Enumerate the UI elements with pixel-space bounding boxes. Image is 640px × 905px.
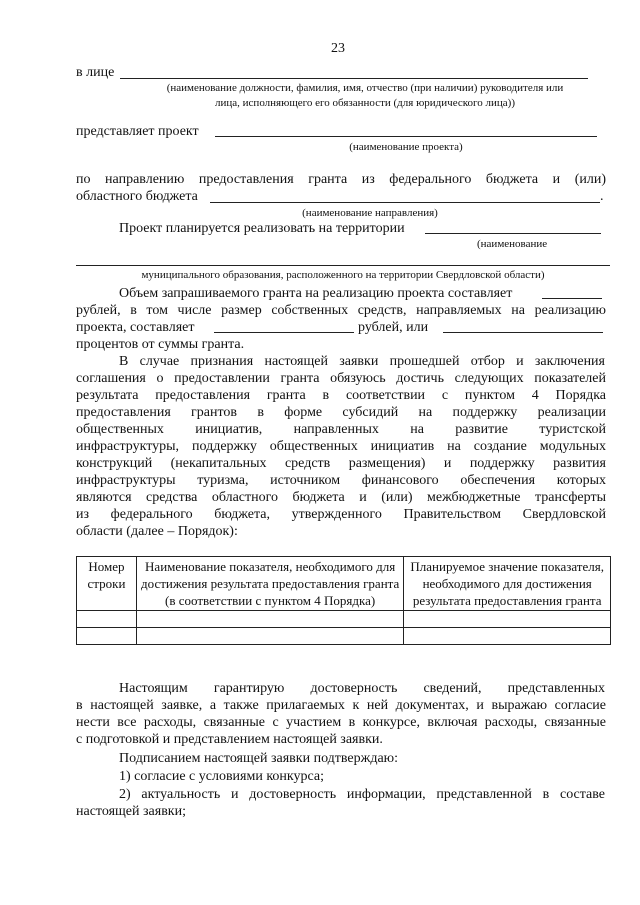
direction-line-1: по направлению предоставления гранта из федерального бюджета и (или) — [76, 172, 606, 187]
percent-fill[interactable] — [443, 332, 603, 333]
table-row — [77, 628, 611, 645]
territory-caption-1: (наименование — [477, 238, 548, 250]
direction-line-2: областного бюджета — [76, 189, 198, 204]
commitment-line: инфраструктуры туризма, источником финансового обеспечения которых — [76, 473, 606, 488]
grant-line-3a: проекта, составляет — [76, 320, 195, 335]
header-row-number: Номер строки — [77, 557, 137, 611]
project-fill-line[interactable] — [215, 136, 597, 137]
direction-end: . — [600, 189, 604, 204]
face-caption-2: лица, исполняющего его обязанности (для юридического лица)) — [215, 97, 515, 109]
commitment-line: конструкций (некапитальных средств размещения) и поддержку развития — [76, 456, 606, 471]
commitment-line: В случае признания настоящей заявки прошедшей отбор и заключения — [119, 354, 605, 369]
page-number: 23 — [331, 41, 345, 56]
table-row — [77, 611, 611, 628]
face-caption-1: (наименование должности, фамилия, имя, отчество (при наличии) руководителя или — [166, 82, 564, 94]
direction-caption: (наименование направления) — [302, 207, 438, 219]
grant-line-4: процентов от суммы гранта. — [76, 337, 245, 352]
grant-line-1: Объем запрашиваемого гранта на реализацию проекта составляет — [119, 286, 513, 301]
territory-fill-line-2[interactable] — [76, 265, 610, 266]
confirm-item-2-line-2: настоящей заявки; — [76, 804, 186, 819]
confirm-item-2-line-1: 2) актуальность и достоверность информации, представленной в составе — [119, 787, 605, 802]
project-label: представляет проект — [76, 124, 199, 139]
commitment-line: общественных инициатив, направленных на развитие туристской — [76, 422, 606, 437]
header-planned-value: Планируемое значение показателя, необходимого для достижения результата предоставления гранта — [404, 557, 611, 611]
commitment-line: являются средства областного бюджета и (или) межбюджетные трансферты — [76, 490, 606, 505]
grant-amount-fill[interactable] — [542, 298, 602, 299]
guarantee-line: Настоящим гарантирую достоверность сведений, представленных — [119, 681, 605, 696]
confirm-intro: Подписанием настоящей заявки подтверждаю: — [119, 751, 399, 766]
project-caption: (наименование проекта) — [349, 141, 463, 153]
commitment-line: результата предоставления гранта в соответствии с пунктом 4 Порядка — [76, 388, 606, 403]
face-fill-line[interactable] — [120, 78, 588, 79]
guarantee-line: нести все расходы, связанные с участием в конкурсе, включая расходы, связанные — [76, 715, 606, 730]
commitment-line: из федерального бюджета, утвержденного Правительством Свердловской — [76, 507, 606, 522]
commitment-line: инфраструктуры, поддержку общественных инициатив на создание модульных — [76, 439, 606, 454]
commitment-last-line: области (далее – Порядок): — [76, 524, 238, 539]
table-cell[interactable] — [404, 611, 611, 628]
grant-line-3b: рублей, или — [358, 320, 429, 335]
indicators-table — [76, 556, 611, 645]
own-funds-fill[interactable] — [214, 332, 354, 333]
table-header-row — [77, 557, 611, 611]
table-cell[interactable] — [77, 628, 137, 645]
commitment-line: соглашения о предоставлении гранта обязуюсь достичь следующих показателей — [76, 371, 606, 386]
face-label: в лице — [76, 65, 115, 80]
guarantee-last-line: с подготовкой и представлением настоящей заявки. — [76, 732, 383, 747]
territory-caption-2: муниципального образования, расположенного на территории Свердловской области) — [141, 269, 545, 281]
table-cell[interactable] — [77, 611, 137, 628]
territory-fill-line[interactable] — [425, 233, 601, 234]
direction-fill-line[interactable] — [210, 202, 600, 203]
grant-line-2: рублей, в том числе размер собственных средств, направляемых на реализацию — [76, 303, 606, 318]
table-cell[interactable] — [404, 628, 611, 645]
commitment-line: предоставления грантов в форме субсидий на поддержку реализации — [76, 405, 606, 420]
table-cell[interactable] — [136, 611, 403, 628]
confirm-item-1: 1) согласие с условиями конкурса; — [119, 769, 325, 784]
guarantee-line: в настоящей заявке, а также прилагаемых к ней документах, и выражаю согласие — [76, 698, 606, 713]
table-cell[interactable] — [136, 628, 403, 645]
territory-label: Проект планируется реализовать на территории — [119, 221, 405, 236]
header-indicator-name: Наименование показателя, необходимого для достижения результата предоставления гранта (в соответствии с пунктом 4 Порядка) — [136, 557, 403, 611]
